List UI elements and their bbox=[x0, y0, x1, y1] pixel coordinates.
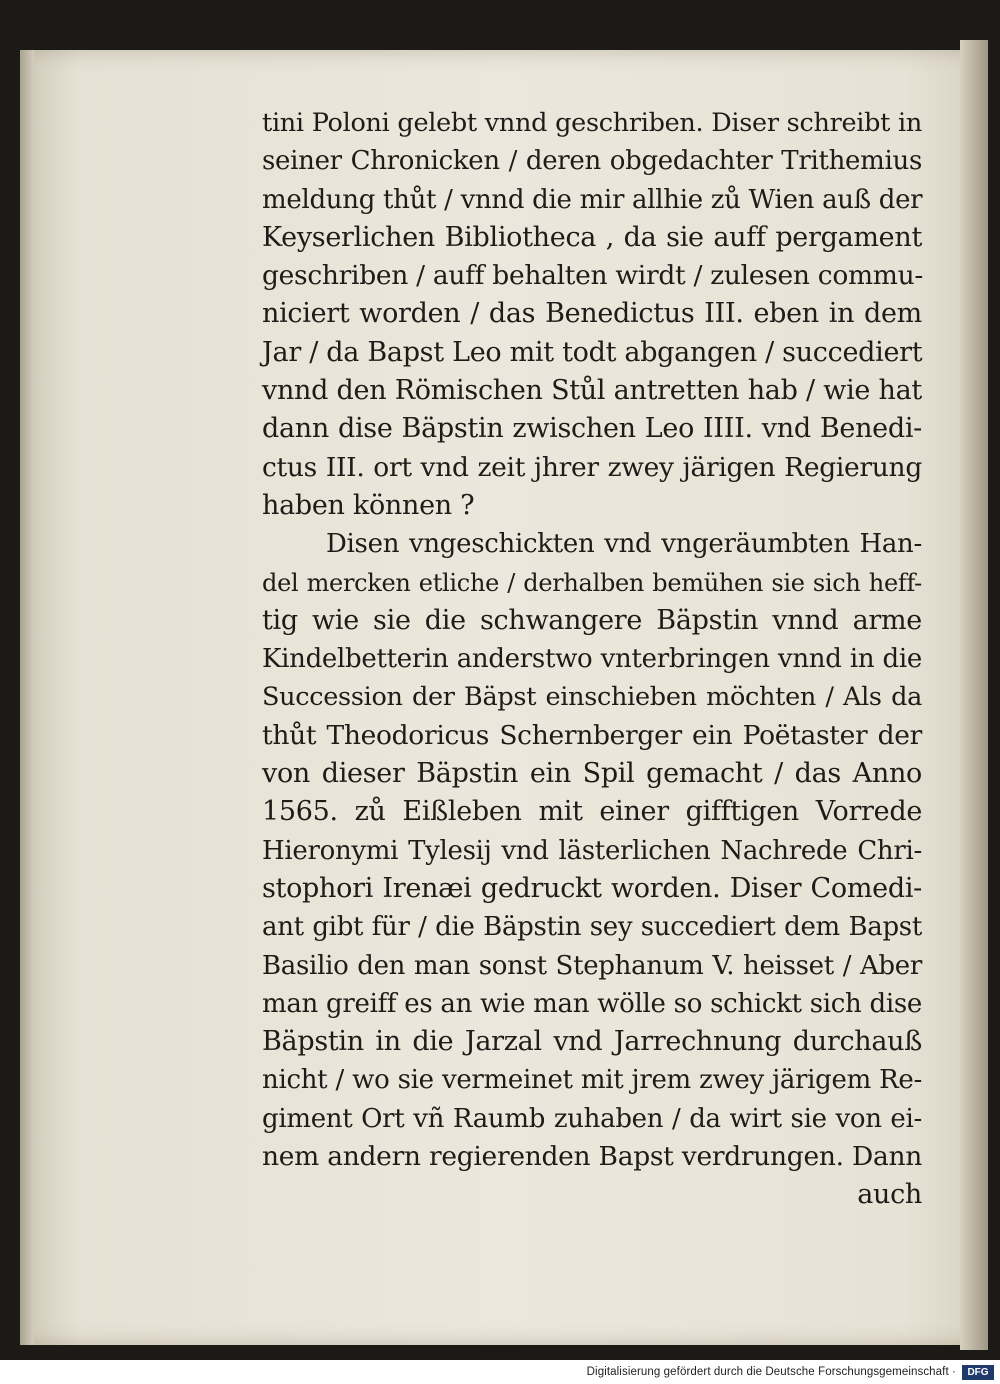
text-line: geschriben / auff behalten wirdt / zulesen commu- bbox=[262, 260, 924, 292]
text-line: vnnd den Römischen Stůl antretten hab / wie hat bbox=[262, 375, 922, 407]
paragraph-start-line: Disen vngeschickten vnd vngeräumbten Han- bbox=[326, 529, 922, 560]
text-line: del mercken etliche / derhalben bemühen sie sich heff- bbox=[262, 568, 922, 597]
funding-credit: Digitalisierung gefördert durch die Deutsche Forschungsgemeinschaft · bbox=[586, 1366, 956, 1378]
text-line: Basilio den man sonst Stephanum V. heisset / Aber bbox=[262, 950, 922, 981]
text-line: Keyserlichen Bibliotheca , da sie auff pergament bbox=[262, 221, 922, 253]
text-line: man greiff es an wie man wölle so schickt sich dise bbox=[262, 988, 922, 1019]
text-line: tini Poloni gelebt vnnd geschriben. Diser schreibt in bbox=[262, 108, 922, 138]
text-line: ant gibt für / die Bäpstin sey succediert dem Bapst bbox=[262, 912, 922, 943]
text-line: tig wie sie die schwangere Bäpstin vnnd arme bbox=[262, 604, 922, 636]
text-line: niciert worden / das Benedictus III. eben in dem bbox=[262, 298, 922, 330]
text-line: dann dise Bäpstin zwischen Leo IIII. vnd Benedi- bbox=[262, 413, 922, 445]
page-gutter-left bbox=[20, 50, 34, 1345]
text-line: von dieser Bäpstin ein Spil gemacht / das Anno bbox=[262, 758, 922, 790]
text-line: meldung thůt / vnnd die mir allhie zů Wien auß der bbox=[262, 184, 923, 215]
text-line: Kindelbetterin anderstwo vnterbringen vnnd in die bbox=[262, 644, 922, 675]
text-line: thůt Theodoricus Schernberger ein Poëtaster der bbox=[262, 719, 922, 751]
page-edge-right bbox=[960, 40, 988, 1350]
text-line: Succession der Bäpst einschieben möchten / Als da bbox=[262, 682, 922, 713]
page-text-block bbox=[262, 104, 922, 1215]
catchword: auch bbox=[857, 1179, 922, 1211]
text-line: Bäpstin in die Jarzal vnd Jarrechnung durchauß bbox=[262, 1026, 922, 1058]
text-line: 1565. zů Eißleben mit einer gifftigen Vorrede bbox=[262, 796, 922, 828]
text-line: stophori Irenæi gedruckt worden. Diser Comedi- bbox=[262, 872, 922, 904]
text-line: nem andern regierenden Bapst verdrungen. Dann bbox=[262, 1141, 922, 1173]
text-line: Jar / da Bapst Leo mit todt abgangen / succediert bbox=[262, 336, 923, 368]
text-line: nicht / wo sie vermeinet mit jrem zwey järigem Re- bbox=[262, 1065, 922, 1096]
footer-bar bbox=[0, 1362, 1000, 1384]
text-line: seiner Chronicken / deren obgedachter Trithemius bbox=[262, 146, 922, 177]
text-line: Hieronymi Tylesij vnd lästerlichen Nachrede Chri- bbox=[262, 835, 922, 866]
text-line: giment Ort vñ Raumb zuhaben / da wirt sie von ei- bbox=[262, 1103, 922, 1134]
text-line: haben können ? bbox=[262, 489, 475, 521]
dfg-logo: DFG bbox=[962, 1365, 994, 1380]
text-line: ctus III. ort vnd zeit jhrer zwey järigen Regierung bbox=[262, 451, 922, 483]
